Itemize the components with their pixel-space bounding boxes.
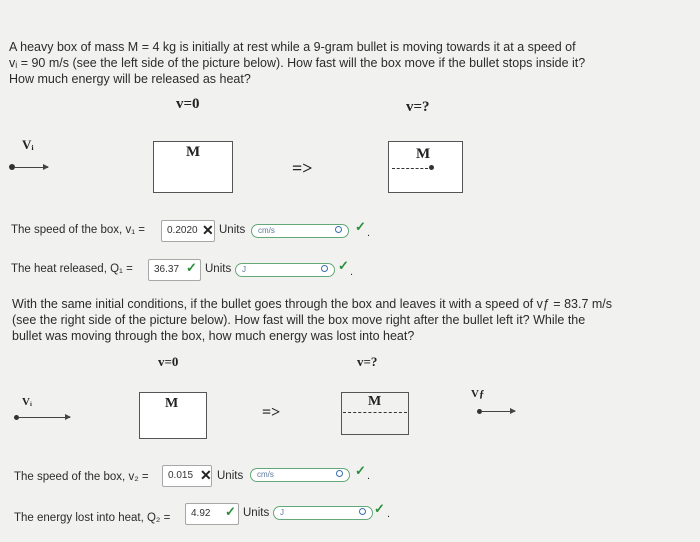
figure-1-vi-label: Vᵢ [22,137,34,152]
problem-1-line-3: How much energy will be released as heat? [9,72,251,86]
figure-1-v-unknown: v=? [406,99,430,115]
checkmark-icon: ✓ [338,258,349,273]
q1-units-label: Units [219,224,246,236]
q4-unit-value: J [280,508,284,517]
figure-2-v-unknown: v=? [357,354,378,369]
figure-2-v-zero: v=0 [158,354,179,369]
box-after-2-mass: M [368,394,382,409]
q2-label: The heat released, Q₁ = [11,263,133,275]
q3-answer-value: 0.015 [168,470,194,481]
q1-unit-value: cm/s [258,226,275,235]
q1-period: . [367,227,371,239]
problem-2-line-1: With the same initial conditions, if the bullet goes through the box and leaves it with a speed of vƒ = 83.7 m/s [12,297,612,311]
q3-label: The speed of the box, v₂ = [14,471,149,483]
bullet-2-arrow [18,417,70,418]
q2-units-select[interactable] [235,263,335,277]
x-icon: ✕ [200,467,212,483]
q3-units-label: Units [217,470,244,482]
q1-label: The speed of the box, v₁ = [11,224,145,236]
embedded-bullet-1-dot [429,165,434,170]
box-after-1-mass: M [416,146,431,162]
implies-arrow-1: => [292,158,313,178]
box-before-1-mass: M [186,144,201,160]
embedded-bullet-1 [392,168,428,169]
q4-label: The energy lost into heat, Q₂ = [14,512,171,524]
bullet-1-arrow [14,167,48,168]
checkmark-icon: ✓ [355,463,366,478]
checkmark-icon: ✓ [225,504,236,519]
q2-answer-value: 36.37 [154,264,180,275]
q3-unit-value: cm/s [257,470,274,479]
problem-1-text [9,39,689,87]
problem-2-line-3: bullet was moving through the box, how much energy was lost into heat? [12,329,415,343]
dropdown-icon [336,470,343,477]
dropdown-icon [359,508,366,515]
q2-unit-value: J [242,265,246,274]
q4-units-label: Units [243,507,270,519]
x-icon: ✕ [202,222,214,238]
figure-1-v-zero: v=0 [176,96,200,112]
q4-units-select[interactable] [273,506,373,520]
bullet-path-2 [343,412,407,413]
dropdown-icon [321,265,328,272]
implies-arrow-2: => [262,404,281,421]
q2-units-label: Units [205,263,232,275]
checkmark-icon: ✓ [186,260,197,275]
problem-2-line-2: (see the right side of the picture below). How fast will the box move right after the bullet left it? While the [12,313,586,327]
q1-answer-value: 0.2020 [167,225,198,236]
q2-period: . [350,266,354,278]
problem-1-line-2: vᵢ = 90 m/s (see the left side of the picture below). How fast will the box move if the bullet stops inside it? [9,56,586,70]
figure-2-vi-label: Vᵢ [22,396,32,408]
problem-1-line-1: A heavy box of mass M = 4 kg is initially at rest while a 9-gram bullet is moving towards it at a speed of [9,40,576,54]
q4-period: . [387,508,391,520]
problem-2-text [12,296,692,344]
q4-answer-value: 4.92 [191,508,211,519]
q3-units-select[interactable] [250,468,350,482]
box-before-2-mass: M [165,396,179,411]
q1-units-select[interactable] [251,224,349,238]
checkmark-icon: ✓ [374,501,385,516]
dropdown-icon [335,226,342,233]
q3-period: . [367,470,371,482]
figure-2-vf-label: Vƒ [471,388,485,400]
bullet-2-exit-arrow [481,411,515,412]
checkmark-icon: ✓ [355,219,366,234]
